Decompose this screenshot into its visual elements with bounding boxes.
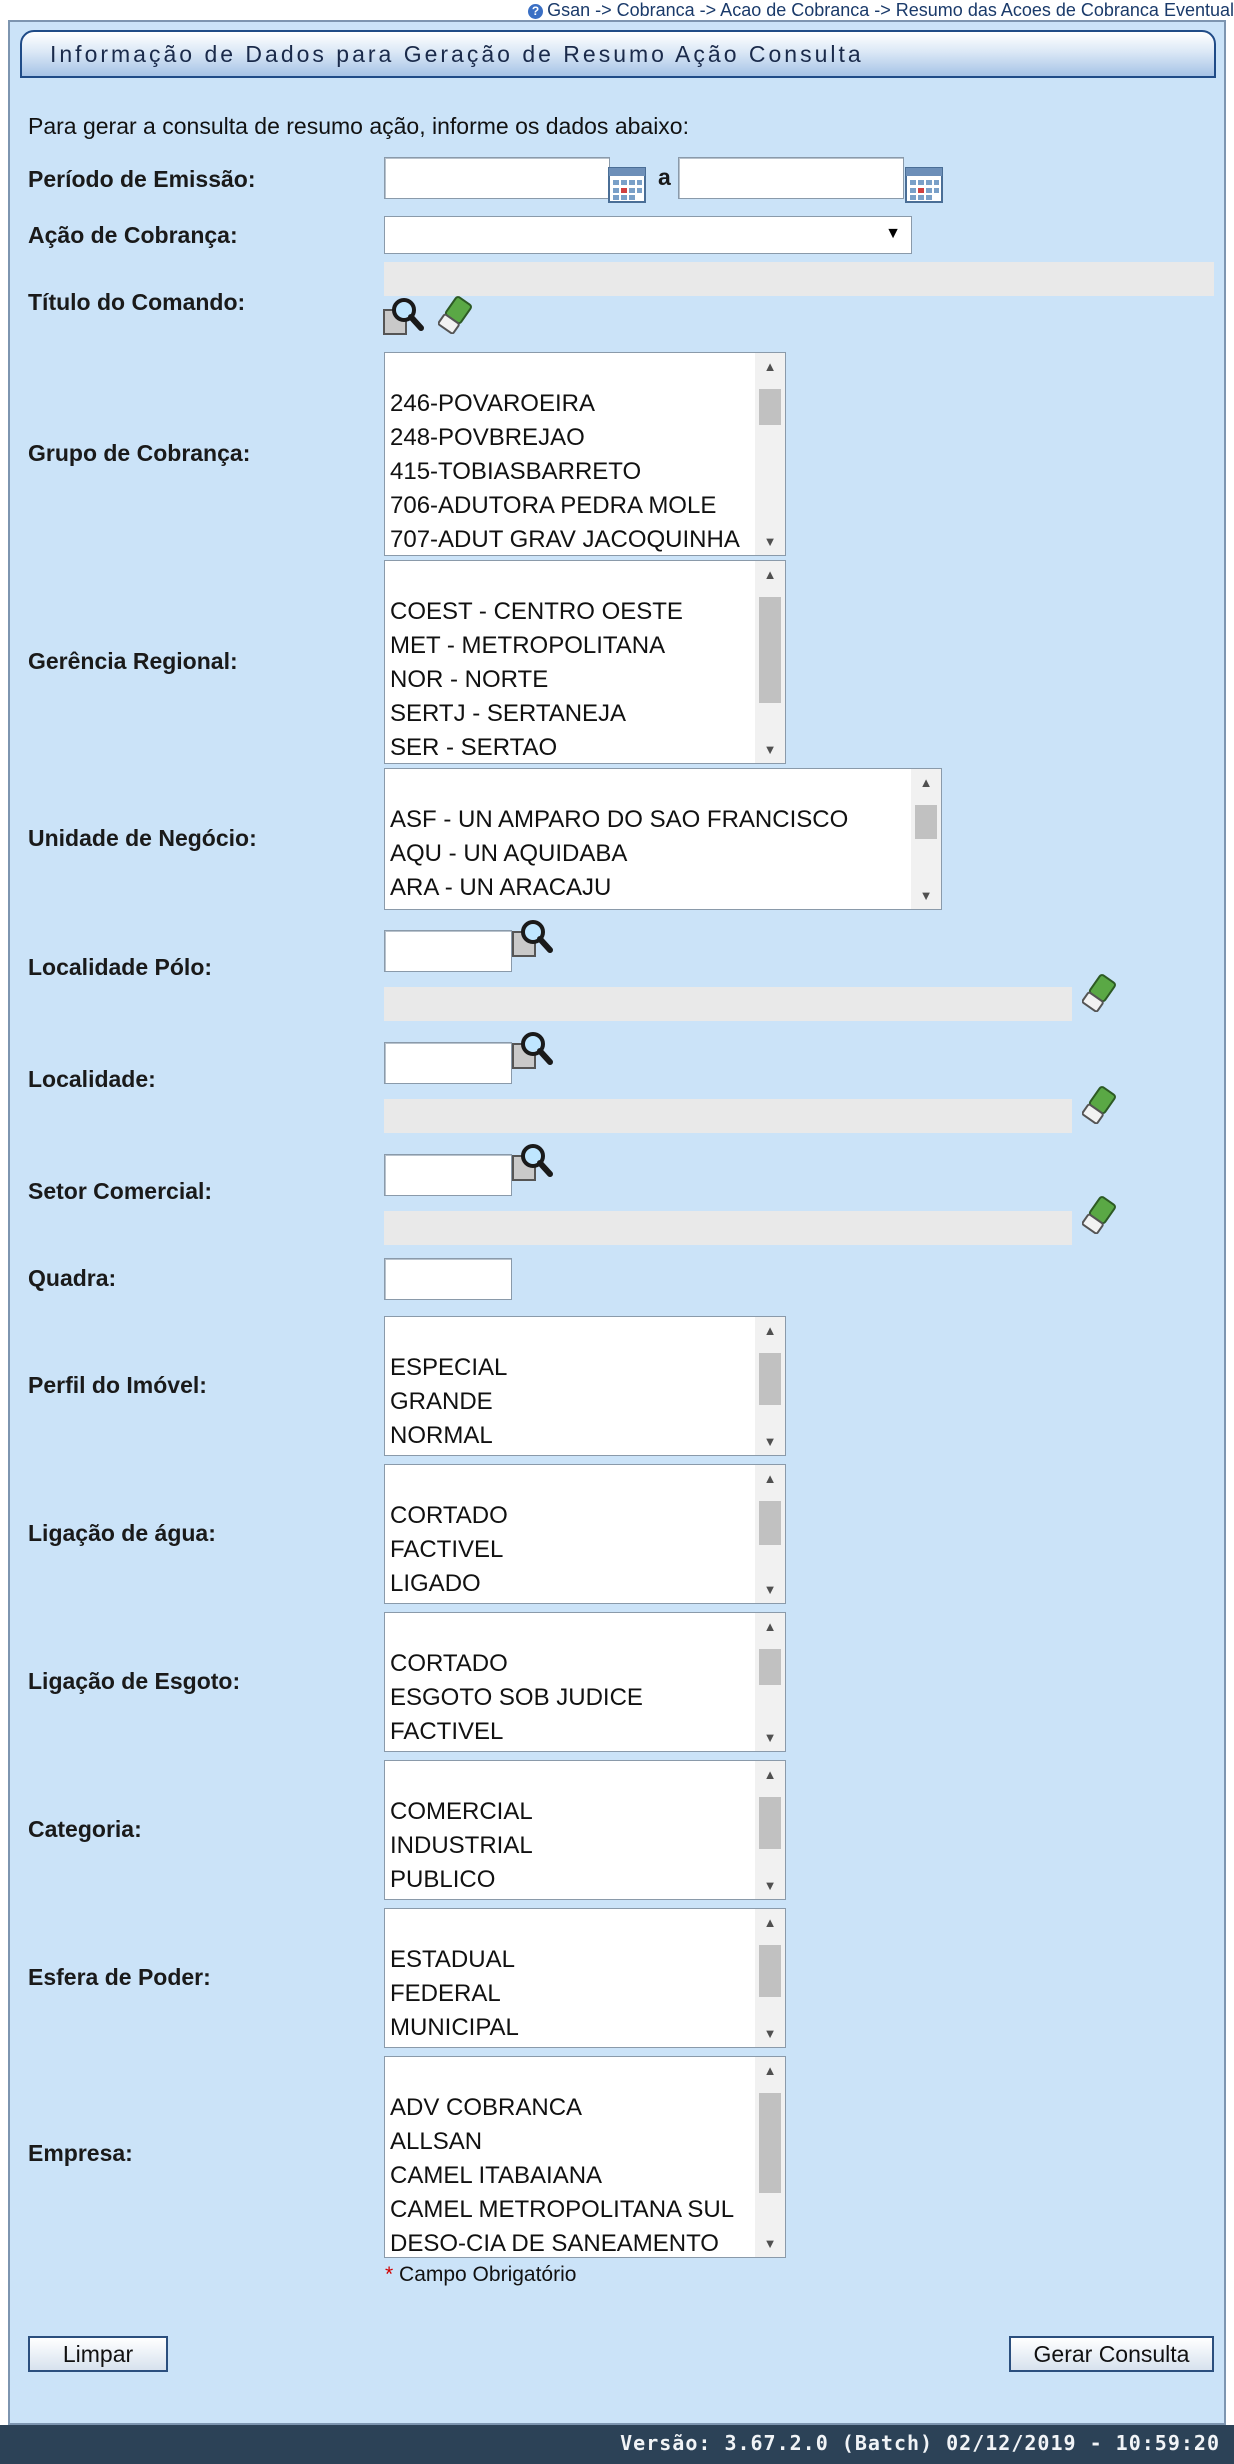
footer-bar bbox=[0, 2425, 1234, 2464]
list-item[interactable]: CAMEL ITABAIANA bbox=[390, 2162, 603, 2189]
scrollbar-thumb[interactable] bbox=[759, 389, 781, 425]
list-item[interactable]: ESPECIAL bbox=[390, 1354, 508, 1381]
list-item[interactable]: SERTJ - SERTANEJA bbox=[390, 700, 627, 727]
dropdown-arrow-icon: ▼ bbox=[885, 225, 901, 242]
scroll-down-icon[interactable]: ▼ bbox=[763, 534, 777, 549]
magnifier-icon[interactable] bbox=[511, 1142, 553, 1182]
eraser-icon[interactable] bbox=[1082, 974, 1116, 1012]
scroll-down-icon[interactable]: ▼ bbox=[763, 1582, 777, 1597]
eraser-icon[interactable] bbox=[1082, 1196, 1116, 1234]
list-item[interactable]: PUBLICO bbox=[390, 1866, 496, 1893]
setor-label: Setor Comercial: bbox=[28, 1178, 213, 1204]
list-item[interactable]: INDUSTRIAL bbox=[390, 1832, 533, 1859]
list-item[interactable]: SER - SERTAO bbox=[390, 734, 558, 761]
breadcrumb-text: Gsan -> Cobranca -> Acao de Cobranca -> Resumo das Acoes de Cobranca Eventual bbox=[547, 0, 1234, 20]
gerencia-label: Gerência Regional: bbox=[28, 648, 238, 674]
quadra-input[interactable] bbox=[384, 1258, 512, 1300]
list-item[interactable]: NOR - NORTE bbox=[390, 666, 549, 693]
scrollbar[interactable] bbox=[755, 2057, 785, 2257]
grupo-label: Grupo de Cobrança: bbox=[28, 440, 251, 466]
esgoto-listbox[interactable] bbox=[384, 1612, 786, 1752]
scrollbar-thumb[interactable] bbox=[759, 1945, 781, 1997]
list-item[interactable]: MUNICIPAL bbox=[390, 2014, 519, 2041]
calendar-icon[interactable] bbox=[905, 167, 943, 203]
localidade-display bbox=[384, 1099, 1072, 1133]
scroll-up-icon[interactable]: ▲ bbox=[763, 1471, 777, 1486]
scroll-down-icon[interactable]: ▼ bbox=[763, 742, 777, 757]
perfil-listbox[interactable] bbox=[384, 1316, 786, 1456]
agua-label: Ligação de água: bbox=[28, 1520, 216, 1546]
scroll-up-icon[interactable]: ▲ bbox=[763, 2063, 777, 2078]
list-item[interactable]: ALLSAN bbox=[390, 2128, 483, 2155]
list-item[interactable]: ASF - UN AMPARO DO SAO FRANCISCO bbox=[390, 806, 849, 833]
localidade-input[interactable] bbox=[384, 1042, 512, 1084]
titulo-display bbox=[384, 262, 1214, 296]
list-item[interactable]: CORTADO bbox=[390, 1650, 508, 1677]
scroll-down-icon[interactable]: ▼ bbox=[763, 1878, 777, 1893]
breadcrumb bbox=[440, 0, 1234, 20]
unidade-label: Unidade de Negócio: bbox=[28, 825, 257, 851]
localidade-polo-display bbox=[384, 987, 1072, 1021]
scroll-up-icon[interactable]: ▲ bbox=[763, 1323, 777, 1338]
localidade-polo-input[interactable] bbox=[384, 930, 512, 972]
scrollbar[interactable] bbox=[911, 769, 941, 909]
scroll-down-icon[interactable]: ▼ bbox=[763, 1434, 777, 1449]
list-item[interactable]: COMERCIAL bbox=[390, 1798, 533, 1825]
scroll-down-icon[interactable]: ▼ bbox=[763, 1730, 777, 1745]
scrollbar-thumb[interactable] bbox=[759, 1501, 781, 1545]
required-note-text: Campo Obrigatório bbox=[399, 2263, 577, 2286]
esfera-listbox[interactable] bbox=[384, 1908, 786, 2048]
list-item[interactable]: 246-POVAROEIRA bbox=[390, 390, 595, 417]
page-title: Informação de Dados para Geração de Resumo Ação Consulta bbox=[50, 41, 864, 67]
list-item[interactable]: 706-ADUTORA PEDRA MOLE bbox=[390, 492, 717, 519]
quadra-label: Quadra: bbox=[28, 1265, 117, 1291]
scroll-down-icon[interactable]: ▼ bbox=[919, 888, 933, 903]
required-note bbox=[385, 2263, 576, 2287]
scroll-down-icon[interactable]: ▼ bbox=[763, 2236, 777, 2251]
help-icon[interactable]: ? bbox=[528, 4, 543, 19]
scroll-up-icon[interactable]: ▲ bbox=[919, 775, 933, 790]
scroll-up-icon[interactable]: ▲ bbox=[763, 359, 777, 374]
setor-display bbox=[384, 1211, 1072, 1245]
list-item[interactable]: CORTADO bbox=[390, 1502, 508, 1529]
scrollbar[interactable] bbox=[755, 1613, 785, 1751]
esgoto-label: Ligação de Esgoto: bbox=[28, 1668, 241, 1694]
scrollbar-thumb[interactable] bbox=[759, 2093, 781, 2193]
periodo-inicio-input[interactable] bbox=[384, 157, 610, 199]
list-item[interactable]: ESTADUAL bbox=[390, 1946, 515, 1973]
scrollbar[interactable] bbox=[755, 1909, 785, 2047]
categoria-listbox[interactable] bbox=[384, 1760, 786, 1900]
scrollbar-thumb[interactable] bbox=[759, 1649, 781, 1685]
periodo-separator: a bbox=[658, 164, 671, 190]
localidade-label: Localidade: bbox=[28, 1066, 156, 1092]
intro-text: Para gerar a consulta de resumo ação, informe os dados abaixo: bbox=[28, 113, 689, 139]
form-title-bar bbox=[20, 30, 1216, 78]
scrollbar[interactable] bbox=[755, 1761, 785, 1899]
grupo-listbox[interactable] bbox=[384, 352, 786, 556]
list-item[interactable]: ADV COBRANCA bbox=[390, 2094, 583, 2121]
magnifier-icon[interactable] bbox=[511, 918, 553, 958]
unidade-listbox[interactable] bbox=[384, 768, 942, 910]
list-item[interactable]: CAMEL METROPOLITANA SUL bbox=[390, 2196, 735, 2223]
scroll-up-icon[interactable]: ▲ bbox=[763, 1767, 777, 1782]
scrollbar[interactable] bbox=[755, 1465, 785, 1603]
list-item[interactable]: LIGADO bbox=[390, 1570, 481, 1597]
list-item[interactable]: FACTIVEL bbox=[390, 1718, 504, 1745]
magnifier-icon[interactable] bbox=[511, 1030, 553, 1070]
list-item[interactable]: MET - METROPOLITANA bbox=[390, 632, 666, 659]
required-star: * bbox=[385, 2263, 394, 2286]
gerencia-listbox[interactable] bbox=[384, 560, 786, 764]
list-item[interactable]: FEDERAL bbox=[390, 1980, 501, 2007]
gerar-consulta-button[interactable]: Gerar Consulta bbox=[1009, 2336, 1214, 2372]
scroll-down-icon[interactable]: ▼ bbox=[763, 2026, 777, 2041]
scrollbar-thumb[interactable] bbox=[915, 805, 937, 839]
scrollbar[interactable] bbox=[755, 561, 785, 763]
list-item[interactable]: AQU - UN AQUIDABA bbox=[390, 840, 628, 867]
empresa-label: Empresa: bbox=[28, 2140, 133, 2166]
list-item[interactable]: GRANDE bbox=[390, 1388, 493, 1415]
agua-listbox[interactable] bbox=[384, 1464, 786, 1604]
list-item[interactable]: FACTIVEL bbox=[390, 1536, 504, 1563]
esfera-label: Esfera de Poder: bbox=[28, 1964, 211, 1990]
titulo-label: Título do Comando: bbox=[28, 289, 246, 315]
acao-select[interactable] bbox=[384, 216, 912, 254]
setor-input[interactable] bbox=[384, 1154, 512, 1196]
scroll-up-icon[interactable]: ▲ bbox=[763, 1619, 777, 1634]
calendar-icon[interactable] bbox=[608, 167, 646, 203]
scrollbar[interactable] bbox=[755, 353, 785, 555]
limpar-button[interactable]: Limpar bbox=[28, 2336, 168, 2372]
list-item[interactable]: COEST - CENTRO OESTE bbox=[390, 598, 683, 625]
list-item[interactable]: ARA - UN ARACAJU bbox=[390, 874, 612, 901]
localidade-polo-label: Localidade Pólo: bbox=[28, 954, 213, 980]
magnifier-icon[interactable] bbox=[382, 296, 424, 336]
periodo-fim-input[interactable] bbox=[678, 157, 904, 199]
periodo-label: Período de Emissão: bbox=[28, 166, 256, 192]
eraser-icon[interactable] bbox=[438, 296, 472, 334]
list-item[interactable]: NORMAL bbox=[390, 1422, 493, 1449]
list-item[interactable]: 707-ADUT GRAV JACOQUINHA bbox=[390, 526, 740, 553]
empresa-listbox[interactable] bbox=[384, 2056, 786, 2258]
scrollbar-thumb[interactable] bbox=[759, 1353, 781, 1405]
eraser-icon[interactable] bbox=[1082, 1086, 1116, 1124]
scroll-up-icon[interactable]: ▲ bbox=[763, 567, 777, 582]
scrollbar-thumb[interactable] bbox=[759, 1797, 781, 1849]
categoria-label: Categoria: bbox=[28, 1816, 142, 1842]
scrollbar[interactable] bbox=[755, 1317, 785, 1455]
list-item[interactable]: ESGOTO SOB JUDICE bbox=[390, 1684, 643, 1711]
list-item[interactable]: DESO-CIA DE SANEAMENTO bbox=[390, 2230, 719, 2257]
scrollbar-thumb[interactable] bbox=[759, 597, 781, 703]
acao-label: Ação de Cobrança: bbox=[28, 222, 238, 248]
list-item[interactable]: 415-TOBIASBARRETO bbox=[390, 458, 642, 485]
list-item[interactable]: 248-POVBREJAO bbox=[390, 424, 585, 451]
perfil-label: Perfil do Imóvel: bbox=[28, 1372, 207, 1398]
scroll-up-icon[interactable]: ▲ bbox=[763, 1915, 777, 1930]
version-text: Versão: 3.67.2.0 (Batch) 02/12/2019 - 10:59:20 bbox=[620, 2431, 1220, 2455]
